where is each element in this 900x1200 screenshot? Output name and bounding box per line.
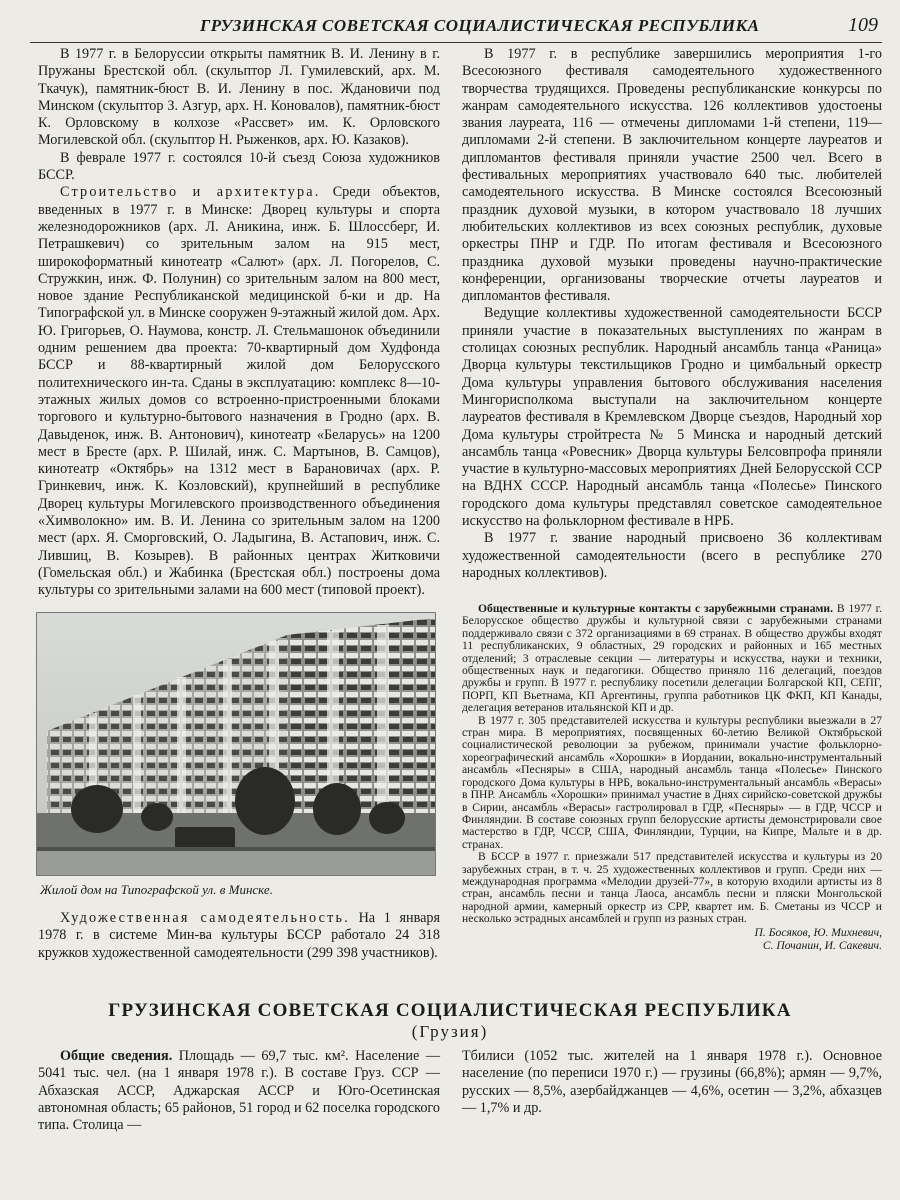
left-column xyxy=(38,46,440,600)
photo-residential-building xyxy=(36,612,436,876)
right-column xyxy=(462,46,882,582)
section-head-construction: Строительство и архитектура. xyxy=(60,184,321,201)
authors-line-1: П. Босяков, Ю. Михневич, xyxy=(754,925,882,939)
authors-signature xyxy=(462,926,882,952)
georgia-left-column xyxy=(38,1048,440,1134)
page-number: 109 xyxy=(848,14,878,36)
paragraph-festival: В 1977 г. в республике завершились мероприятия 1-го Всесоюзного фестиваля самодеятельного художественного творчества трудящихся. Проведены республиканские конкурсы по жанрам самодеятельного искусства. 126 коллективов удостоены звания лауреата, 116 — отмечены дипломами 1-й степени, 119— дипломами 2-й степени. В заключительном концерте лауреатов и дипломантов фестиваля приняли участие 2500 чел. Всего в фестивальных мероприятиях участвовало 640 тыс. любителей самодеятельного искусства. В Минске состоялся Всесоюзный праздник духовой музыки, в котором участвовало 18 лучших любительских коллективов из всех союзных республик, духовые оркестры ПНР и ГДР. По итогам фестиваля и Всесоюзного праздника духовой музыки проведены научно-практические конференции, организованы творческие отчеты лауреатов и дипломантов фестиваля. xyxy=(462,46,882,305)
paragraph-foreign-contacts xyxy=(462,603,882,715)
foreign-contacts-section xyxy=(462,603,882,952)
section-head-amateur-art: Художественная самодеятельность. xyxy=(60,910,350,926)
article-title: ГРУЗИНСКАЯ СОВЕТСКАЯ СОЦИАЛИСТИЧЕСКАЯ РЕСПУБЛИКА xyxy=(108,1000,792,1021)
paragraph-visiting-artists: В БССР в 1977 г. приезжали 517 представителей искусства и культуры из 20 зарубежных стран, в т. ч. 25 художественных коллективов и групп. Среди них — международная программа «Мелодии друзей-77», в которую входили артисты из 8 стран, ансамбль песни и танца Лаоса, ансамбль песни и пляски Монгольской народной армии, камерный оркестр из СРР, квартет им. Б. Сметаны из ЧССР и несколько эстрадных ансамблей и групп из разных стран. xyxy=(462,850,882,926)
authors-line-2: С. Почанин, И. Сакевич. xyxy=(762,938,882,952)
amateur-art-text: На 1 января 1978 г. в системе Мин-ва культуры БССР работало 24 318 кружков художественной самодеятельности (299 398 участников). xyxy=(38,910,440,961)
running-head xyxy=(0,12,900,44)
georgia-right-column xyxy=(462,1048,882,1117)
section-head-general-info: Общие сведения. xyxy=(60,1048,173,1064)
running-head-title: ГРУЗИНСКАЯ СОВЕТСКАЯ СОЦИАЛИСТИЧЕСКАЯ РЕСПУБЛИКА xyxy=(200,16,760,35)
paragraph-amateur-art xyxy=(38,910,440,962)
general-info-text-right: Тбилиси (1052 тыс. жителей на 1 января 1978 г.). Основное население (по переписи 1970 г.) — грузины (66,8%); армян — 9,7%, русских — 8,5%, азербайджанцев — 4,6%, осетин — 3,2%, абхазцев — 1,7% и др. xyxy=(462,1048,882,1116)
left-column-bottom xyxy=(38,910,440,962)
paragraph-construction xyxy=(38,184,440,599)
construction-text: Среди объектов, введенных в 1977 г. в Минске: Дворец культуры и спорта железнодорожников (арх. Л. Аникина, инж. Б. Шлоссберг, И. Петрашкевич) со зрительным залом на 915 мест, широкоформатный кинотеатр «Салют» (арх. Л. Погорелов, С. Стружкин, инж. Ф. Полунин) со зрительным залом на 800 мест, новое здание Республиканской медицинской б-ки и др. На Типографской ул. в Минске сооружен 9-этажный жилой дом. Арх. Ю. Григорьев, О. Наумова, констр. Л. Стельмашонок объединили одним решением два проекта: 70-квартирный дом Худфонда БССР и 88-квартирный жилой дом Белорусского политехнического ин-та. Сданы в эксплуатацию: комплекс 8—10-этажных жилых домов со встроенно-пристроенными блоками торгового и культурно-бытового назначения в Гродно (арх. В. Давыденок, инж. В. Антонович), кинотеатр «Беларусь» на 1200 мест в Бресте (арх. Р. Шилай, инж. С. Мартынов, В. Самцов), кинотеатр «Октябрь» на 1312 мест в Барановичах (арх. Р. Гринкевич, инж. К. Козловский), крупнейший в республике Дворец культуры Могилевского производственного объединения «Химволокно» им. В. И. Ленина со зрительным залом на 1200 мест (арх. Я. Сморговский, О. Ладыгина, В. Астапович, инж. С. Лившиц, В. Козырев). В районных центрах Житковичи (Гомельская обл.) и Жабинка (Брестская обл.) построены дома культуры со зрительными залами на 600 мест (типовой проект). xyxy=(38,184,440,599)
photo-caption: Жилой дом на Типографской ул. в Минске. xyxy=(40,882,273,897)
paragraph-artists-congress: В феврале 1977 г. состоялся 10-й съезд Союза художников БССР. xyxy=(38,149,440,184)
section-head-foreign-contacts: Общественные и культурные контакты с зарубежными странами. xyxy=(478,602,833,615)
foreign-contacts-text: В 1977 г. Белорусское общество дружбы и культурной связи с зарубежными странами поддерживало связи с 372 организациями в 69 странах. В общество дружбы входят 11 республиканских, 9 областных, 29 городских и районных и 165 местных отделений; 3 отраслевые секции — литературы и искусства, науки и техники, общественных наук и педагогики. Общество приняло 116 делегаций, поездов дружбы и групп. В 1977 г. республику посетили делегации Болгарской КП, СЕПГ, ПОРП, КП Вьетнама, КП Аргентины, группа работников ЦК ФКП, КП Канады, делегация ветеранов итальянской КП и др. xyxy=(462,602,882,715)
paragraph-tours-abroad: В 1977 г. 305 представителей искусства и культуры республики выезжали в 27 стран мира. В мероприятиях, посвященных 60-летию Великой Октябрьской социалистической революции за рубежом, принимали участие фольклорно-хореографический ансамбль «Хорошки» в Иордании, вокально-инструментальный ансамбль «Песняры» в США, народный ансамбль танца «Полесье» Пинского городского Дома культуры в НРБ, вокально-инструментальный ансамбль «Верасы» в ПНР. Ансамбль «Хорошки» принимал участие в Днях сирийско-советской дружбы в Сирии, ансамбль «Верасы» гастролировал в ГДР, «Песняры» — в ГДР, ЧССР и Финляндии. В составе союзных групп белорусские артисты демонстрировали свое мастерство в ГДР, ЧССР, США, Финляндии, Турции, на Кипре, Мальте и в др. странах. xyxy=(462,713,882,851)
general-info-text-left: Площадь — 69,7 тыс. км². Население — 5041 тыс. чел. (на 1 января 1978 г.). В составе Груз. ССР — Абхазская АССР, Аджарская АССР и Юго-Осетинская автономная область; 65 районов, 51 город и 62 поселка городского типа. Столица — xyxy=(38,1048,441,1134)
building-photo-image xyxy=(37,613,435,875)
paragraph-monuments: В 1977 г. в Белоруссии открыты памятник В. И. Ленину в г. Пружаны Брестской обл. (скульптор Л. Гумилевский, арх. М. Ткачук), памятник-бюст В. И. Ленину в пос. Ждановичи под Минском (скульптор З. Азгур, арх. Н. Коновалов), памятник-бюст К. Орловскому в колхозе «Рассвет» им. К. Орловского Могилевской обл. (скульптор Н. Рыженков, арх. Ю. Казаков). xyxy=(38,46,440,149)
paragraph-folk-title: В 1977 г. звание народный присвоено 36 коллективам художественной самодеятельности (всего в республике 270 народных коллективов). xyxy=(462,530,882,581)
header-rule xyxy=(30,42,882,43)
paragraph-general-info xyxy=(38,1048,440,1134)
paragraph-leading-collectives: Ведущие коллективы художественной самодеятельности БССР приняли участие в показательных выступлениях по жанрам в столицах союзных республик. Народный ансамбль танца «Раница» Дворца культуры текстильщиков Гродно и цимбальный оркестр Дома культуры управления бытового обслуживания населения Мингорисполкома выступали на заключительном концерте лауреатов фестиваля в Кремлевском Дворце съездов, Народный хор Дома культуры стройтреста № 5 Минска и народный детский ансамбль танца «Ровесник» Дворца культуры Белсовпрофа приняли участие в культурно-массовых мероприятиях Дней Белорусской ССР на ВДНХ СССР. Народный ансамбль танца «Полесье» Пинского городского дома культуры представлял советское самодеятельное искусство на фольклорном фестивале в НРБ. xyxy=(462,305,882,530)
article-subtitle: (Грузия) xyxy=(411,1022,489,1041)
